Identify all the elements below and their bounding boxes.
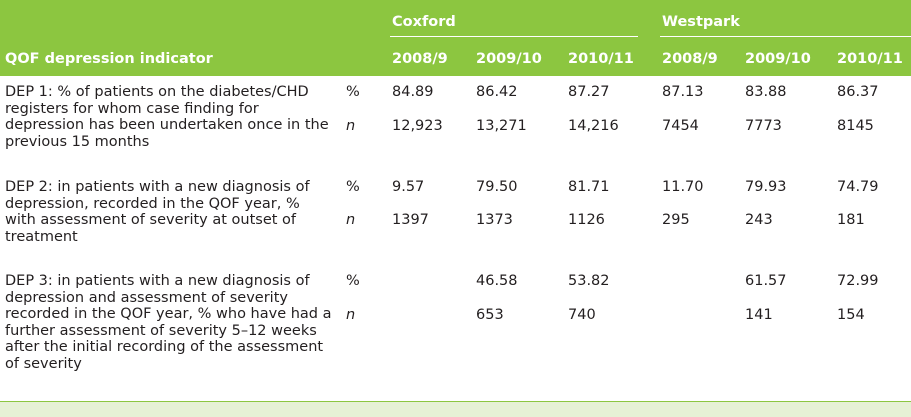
table-cell: 11.70 xyxy=(662,179,704,195)
year-header: 2008/9 xyxy=(392,51,448,67)
table-cell: 181 xyxy=(837,212,865,228)
indicator-dep1: DEP 1: % of patients on the diabetes/CHD registers for whom case finding for depression has been undertaken once in the previous 15 months xyxy=(5,84,329,150)
table-cell: 72.99 xyxy=(837,273,879,289)
table-cell: 86.37 xyxy=(837,84,879,100)
table-cell: 7454 xyxy=(662,118,699,134)
table-cell: 9.57 xyxy=(392,179,425,195)
table-cell: 81.71 xyxy=(568,179,610,195)
year-header: 2009/10 xyxy=(476,51,542,67)
table-cell: 61.57 xyxy=(745,273,787,289)
indicator-column-header: QOF depression indicator xyxy=(5,51,213,67)
table-footer-band xyxy=(0,401,911,417)
indicator-dep3: DEP 3: in patients with a new diagnosis of depression and assessment of severity recorded in the QOF year, % who have had a further assessment of severity 5–12 weeks after the initial recording of the assessment of severity xyxy=(5,273,332,372)
table-cell: 154 xyxy=(837,307,865,323)
unit-percent: % xyxy=(346,179,360,195)
table-cell: 79.50 xyxy=(476,179,518,195)
table-cell: 1397 xyxy=(392,212,429,228)
unit-n: n xyxy=(346,307,356,323)
unit-n: n xyxy=(346,118,356,134)
table-cell: 87.27 xyxy=(568,84,610,100)
table-cell: 1126 xyxy=(568,212,605,228)
table-cell: 74.79 xyxy=(837,179,879,195)
table-cell: 8145 xyxy=(837,118,874,134)
table-cell: 53.82 xyxy=(568,273,610,289)
table-cell: 83.88 xyxy=(745,84,787,100)
table-cell: 295 xyxy=(662,212,690,228)
table-cell: 1373 xyxy=(476,212,513,228)
unit-percent: % xyxy=(346,84,360,100)
table-cell: 84.89 xyxy=(392,84,434,100)
table-cell: 86.42 xyxy=(476,84,518,100)
table-cell: 14,216 xyxy=(568,118,619,134)
table-cell: 46.58 xyxy=(476,273,518,289)
table-cell: 87.13 xyxy=(662,84,704,100)
group-divider-westpark xyxy=(660,36,911,37)
year-header: 2010/11 xyxy=(568,51,634,67)
group-header-coxford: Coxford xyxy=(392,14,456,30)
table-cell: 740 xyxy=(568,307,596,323)
unit-n: n xyxy=(346,212,356,228)
table-cell: 12,923 xyxy=(392,118,443,134)
table-cell: 141 xyxy=(745,307,773,323)
indicator-dep2: DEP 2: in patients with a new diagnosis of depression, recorded in the QOF year, % with assessment of severity at outset of treatment xyxy=(5,179,310,245)
group-divider-coxford xyxy=(390,36,638,37)
year-header: 2009/10 xyxy=(745,51,811,67)
year-header: 2010/11 xyxy=(837,51,903,67)
unit-percent: % xyxy=(346,273,360,289)
table-cell: 79.93 xyxy=(745,179,787,195)
table-cell: 653 xyxy=(476,307,504,323)
year-header: 2008/9 xyxy=(662,51,718,67)
group-header-westpark: Westpark xyxy=(662,14,740,30)
table-cell: 7773 xyxy=(745,118,782,134)
table-cell: 243 xyxy=(745,212,773,228)
table-cell: 13,271 xyxy=(476,118,527,134)
table-header xyxy=(0,0,911,76)
